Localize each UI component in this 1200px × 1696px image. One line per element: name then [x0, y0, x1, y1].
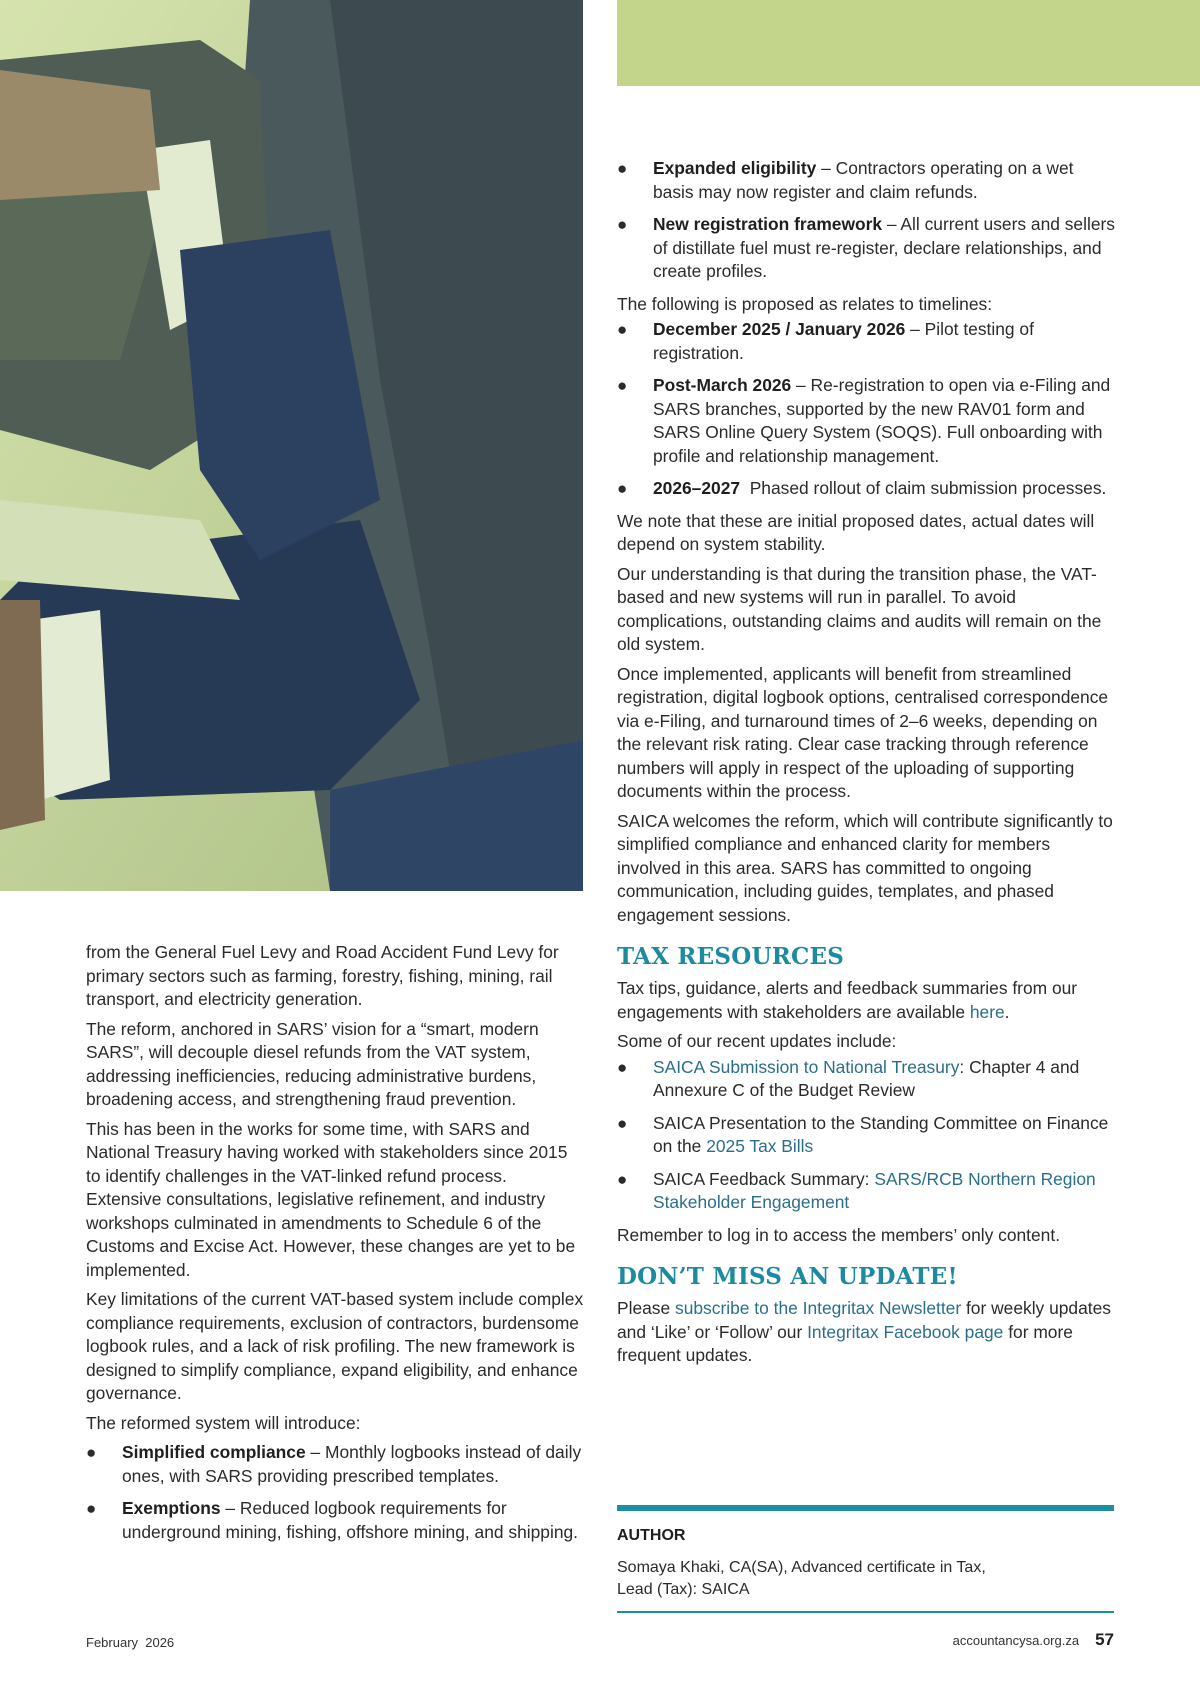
list-item-title: Exemptions — [122, 1498, 221, 1518]
paragraph: The reformed system will introduce: — [86, 1412, 361, 1433]
paragraph: from the General Fuel Levy and Road Accident Fund Levy for primary sectors such as farming, forestry, fishing, mining, rail transport, and electricity generation. — [86, 942, 559, 1009]
bullet-icon: ● — [617, 1113, 628, 1133]
list-item — [86, 1441, 586, 1488]
update-text: for weekly updates and ‘Like’ or ‘Follow’ our — [617, 1298, 1111, 1342]
page-number: 57 — [1095, 1630, 1114, 1649]
right-column — [617, 157, 1117, 1374]
paragraph: Key limitations of the current VAT-based system include complex compliance requirements, exclusion of contractors, burdensome logbook rules, and a lack of risk profiling. The new framework is designed to simplify compliance, expand eligibility, and enhance governance. — [86, 1289, 584, 1403]
bullet-icon: ● — [617, 1057, 628, 1077]
list-item-title: December 2025 / January 2026 — [653, 319, 906, 339]
author-line: Lead (Tax): SAICA — [617, 1581, 750, 1598]
updates-intro: Some of our recent updates include: — [617, 1031, 897, 1051]
list-item — [617, 157, 1117, 204]
here-link[interactable]: here — [969, 1001, 1005, 1022]
list-item-text: SAICA Feedback Summary: — [653, 1168, 875, 1189]
list-item — [617, 1168, 1117, 1215]
list-item-title: 2026–2027 — [653, 478, 741, 498]
list-item-text: – Re-registration to open via e-Filing and SARS branches, supported by the new RAV01 form and SARS Online Query System (SOQS). Full onboarding with profile and relationship management. — [653, 375, 1111, 466]
left-column — [86, 941, 586, 1553]
intro-end: . — [1004, 1001, 1010, 1022]
tax-bills-link[interactable]: 2025 Tax Bills — [706, 1136, 814, 1156]
update-text: for more frequent updates. — [617, 1321, 1073, 1365]
author-details — [617, 1557, 1114, 1601]
update-paragraph — [617, 1297, 1117, 1368]
list-item — [617, 1112, 1117, 1159]
list-item — [86, 1497, 586, 1544]
update-heading: DON’T MISS AN UPDATE! — [617, 1263, 958, 1290]
list-item — [617, 213, 1117, 284]
treasury-submission-link[interactable]: SAICA Submission to National Treasury — [653, 1056, 960, 1077]
list-item-title: Post-March 2026 — [653, 375, 792, 395]
bullet-icon: ● — [617, 479, 628, 498]
updates-list — [617, 1056, 1117, 1215]
reform-list — [86, 1441, 586, 1544]
list-item-text: – Contractors operating on a wet basis may now register and claim refunds. — [653, 158, 1074, 202]
list-item — [617, 374, 1117, 468]
paragraph: We note that these are initial proposed dates, actual dates will depend on system stability. — [617, 510, 1095, 554]
list-item-text: : Chapter 4 and Annexure C of the Budget Review — [653, 1056, 1080, 1100]
bullet-icon: ● — [617, 1169, 628, 1189]
green-accent-block — [617, 0, 1200, 86]
list-item-text: – All current users and sellers of distillate fuel must re-register, declare relationships, and create profiles. — [653, 214, 1115, 281]
update-text: Please — [617, 1298, 676, 1318]
tax-resources-intro — [617, 977, 1117, 1024]
timelines-list — [617, 318, 1117, 501]
list-item-text: – Reduced logbook requirements for underground mining, fishing, offshore mining, and shipping. — [122, 1498, 578, 1542]
list-item-text: – Monthly logbooks instead of daily ones, with SARS providing prescribed templates. — [122, 1442, 582, 1486]
bullet-icon: ● — [86, 1443, 97, 1462]
stakeholder-engagement-link[interactable]: SARS/RCB Northern Region Stakeholder Engagement — [653, 1168, 1096, 1212]
author-bottom-rule — [617, 1611, 1114, 1613]
author-label: AUTHOR — [617, 1527, 686, 1544]
header-photo — [0, 0, 583, 891]
bullet-icon: ● — [617, 159, 628, 178]
list-item — [617, 477, 1117, 501]
paragraph: This has been in the works for some time, with SARS and National Treasury having worked with stakeholders since 2015 to identify challenges in the VAT-linked refund process. Extensive consultations, legislative refinement, and industry workshops culminated in amendments to Schedule 6 of the Customs and Excise Act. However, these changes are yet to be implemented. — [86, 1118, 576, 1280]
author-box — [617, 1505, 1114, 1613]
tax-resources-heading: TAX RESOURCES — [617, 943, 845, 970]
list-item-title: Simplified compliance — [122, 1442, 306, 1462]
author-line: Somaya Khaki, CA(SA), Advanced certificate in Tax, — [617, 1559, 986, 1576]
list-item-text: – Pilot testing of registration. — [653, 319, 1034, 363]
bullet-icon: ● — [617, 320, 628, 339]
photo-illustration — [0, 0, 583, 891]
paragraph: SAICA welcomes the reform, which will contribute significantly to simplified compliance and enhanced clarity for members involved in this area. SARS has committed to ongoing communication, including guides, templates, and phased engagement sessions. — [617, 810, 1113, 925]
timelines-intro: The following is proposed as relates to timelines: — [617, 293, 993, 314]
intro-text: Tax tips, guidance, alerts and feedback summaries from our engagements with stakeholders are available — [617, 978, 1078, 1022]
bullet-icon: ● — [86, 1499, 97, 1518]
facebook-link[interactable]: Integritax Facebook page — [807, 1321, 1004, 1342]
list-item — [617, 1056, 1117, 1103]
author-top-rule — [617, 1505, 1114, 1511]
paragraph: Once implemented, applicants will benefit from streamlined registration, digital logbook options, centralised correspondence via e-Filing, and turnaround times of 2–6 weeks, depending on the relevant risk rating. Clear case tracking through reference numbers will apply in respect of the uploading of supporting documents within the process. — [617, 663, 1109, 801]
footer-right — [953, 1630, 1114, 1650]
list-item-text: SAICA Presentation to the Standing Committee on Finance on the — [653, 1112, 1109, 1156]
footer-date: February 2026 — [86, 1635, 175, 1650]
list-item-title: Expanded eligibility — [653, 158, 817, 178]
paragraph: The reform, anchored in SARS’ vision for a “smart, modern SARS”, will decouple diesel refunds from the VAT system, addressing inefficiencies, reducing administrative burdens, broadening access, and strengthening fraud prevention. — [86, 1018, 539, 1109]
paragraph: Our understanding is that during the transition phase, the VAT-based and new systems will run in parallel. To avoid complications, outstanding claims and audits will remain on the old system. — [617, 563, 1102, 654]
bullet-icon: ● — [617, 376, 628, 395]
newsletter-link[interactable]: subscribe to the Integritax Newsletter — [675, 1298, 962, 1318]
list-item-text: Phased rollout of claim submission processes. — [740, 478, 1107, 498]
reform-list-continued — [617, 157, 1117, 284]
list-item-title: New registration framework — [653, 214, 883, 234]
footer-site: accountancysa.org.za — [952, 1633, 1080, 1648]
list-item — [617, 318, 1117, 365]
login-reminder: Remember to log in to access the members’ only content. — [617, 1224, 1061, 1245]
bullet-icon: ● — [617, 215, 628, 234]
